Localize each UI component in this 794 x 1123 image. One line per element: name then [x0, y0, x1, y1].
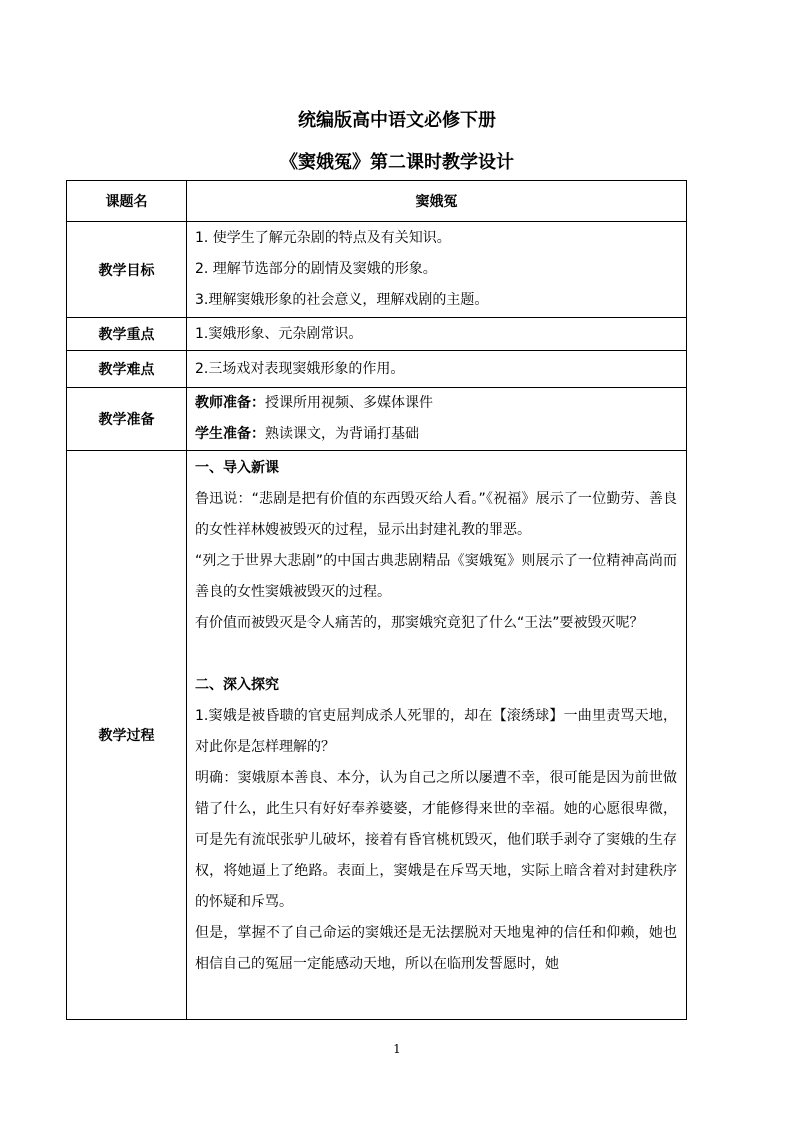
row-label-objectives: 教学目标	[67, 222, 187, 318]
teacher-preparation-text: 授课所用视频、多媒体课件	[265, 395, 433, 411]
section-heading-explore: 二、深入探究	[195, 677, 279, 693]
table-row-preparation	[67, 388, 687, 451]
objective-item: 2. 理解节选部分的剧情及窦娥的形象。	[195, 261, 437, 277]
objective-item: 1. 使学生了解元杂剧的特点及有关知识。	[195, 230, 451, 246]
teacher-preparation-label: 教师准备：	[195, 395, 265, 411]
table-row-key-points	[67, 318, 687, 351]
student-preparation-label: 学生准备：	[195, 426, 265, 442]
row-label-topic: 课题名	[67, 181, 187, 222]
paragraph: 明确：窦娥原本善良、本分，认为自己之所以屡遭不幸，很可能是因为前世做错了什么，此生只有好好奉养婆婆，才能修得来世的幸福。她的心愿很卑微，可是先有流氓张驴儿破坏，接着有昏官桃杌毁灭，他们联手剥夺了窦娥的生存权，将她逼上了绝路。表面上，窦娥是在斥骂天地，实际上暗含着对封建秩序的怀疑和斥骂。	[195, 770, 677, 910]
student-preparation-text: 熟读课文，为背诵打基础	[265, 426, 419, 442]
difficulties-value: 2.三场戏对表现窦娥形象的作用。	[187, 351, 687, 388]
teacher-preparation	[195, 388, 677, 419]
document-subtitle: 《窦娥冤》第二课时教学设计	[280, 152, 514, 173]
table-row-difficulties	[67, 351, 687, 388]
process-cell	[187, 451, 687, 1020]
page-number: 1	[393, 1042, 401, 1056]
paragraph: 鲁迅说：“悲剧是把有价值的东西毁灭给人看。”《祝福》展示了一位勤劳、善良的女性祥林嫂被毁灭的过程，显示出封建礼教的罪恶。	[195, 491, 677, 538]
table-row-topic	[67, 181, 687, 222]
objectives-cell	[187, 222, 687, 318]
section-heading-intro: 一、导入新课	[195, 460, 279, 476]
document-title: 统编版高中语文必修下册	[298, 110, 496, 131]
student-preparation	[195, 419, 677, 450]
row-label-key-points: 教学重点	[67, 318, 187, 351]
paragraph: 1.窦娥是被昏聩的官吏屈判成杀人死罪的，却在【滚绣球】一曲里责骂天地，对此你是怎样理解的？	[195, 708, 677, 755]
paragraph: 有价值而被毁灭是令人痛苦的，那窦娥究竟犯了什么“王法”要被毁灭呢？	[195, 615, 644, 631]
table-row-objectives	[67, 222, 687, 318]
objective-item: 3.理解窦娥形象的社会意义，理解戏剧的主题。	[195, 292, 489, 308]
table-row-process	[67, 451, 687, 1020]
row-label-difficulties: 教学难点	[67, 351, 187, 388]
row-label-process: 教学过程	[67, 451, 187, 1020]
lesson-plan-table	[66, 180, 687, 1020]
paragraph: 但是，掌握不了自己命运的窦娥还是无法摆脱对天地鬼神的信任和仰赖，她也相信自己的冤屈一定能感动天地，所以在临刑发誓愿时，她	[195, 925, 677, 972]
key-points-value: 1.窦娥形象、元杂剧常识。	[187, 318, 687, 351]
topic-value: 窦娥冤	[187, 181, 687, 222]
row-label-preparation: 教学准备	[67, 388, 187, 451]
paragraph: “列之于世界大悲剧”的中国古典悲剧精品《窦娥冤》则展示了一位精神高尚而善良的女性窦娥被毁灭的过程。	[195, 553, 677, 600]
preparation-cell	[187, 388, 687, 451]
blank-line	[195, 639, 677, 670]
